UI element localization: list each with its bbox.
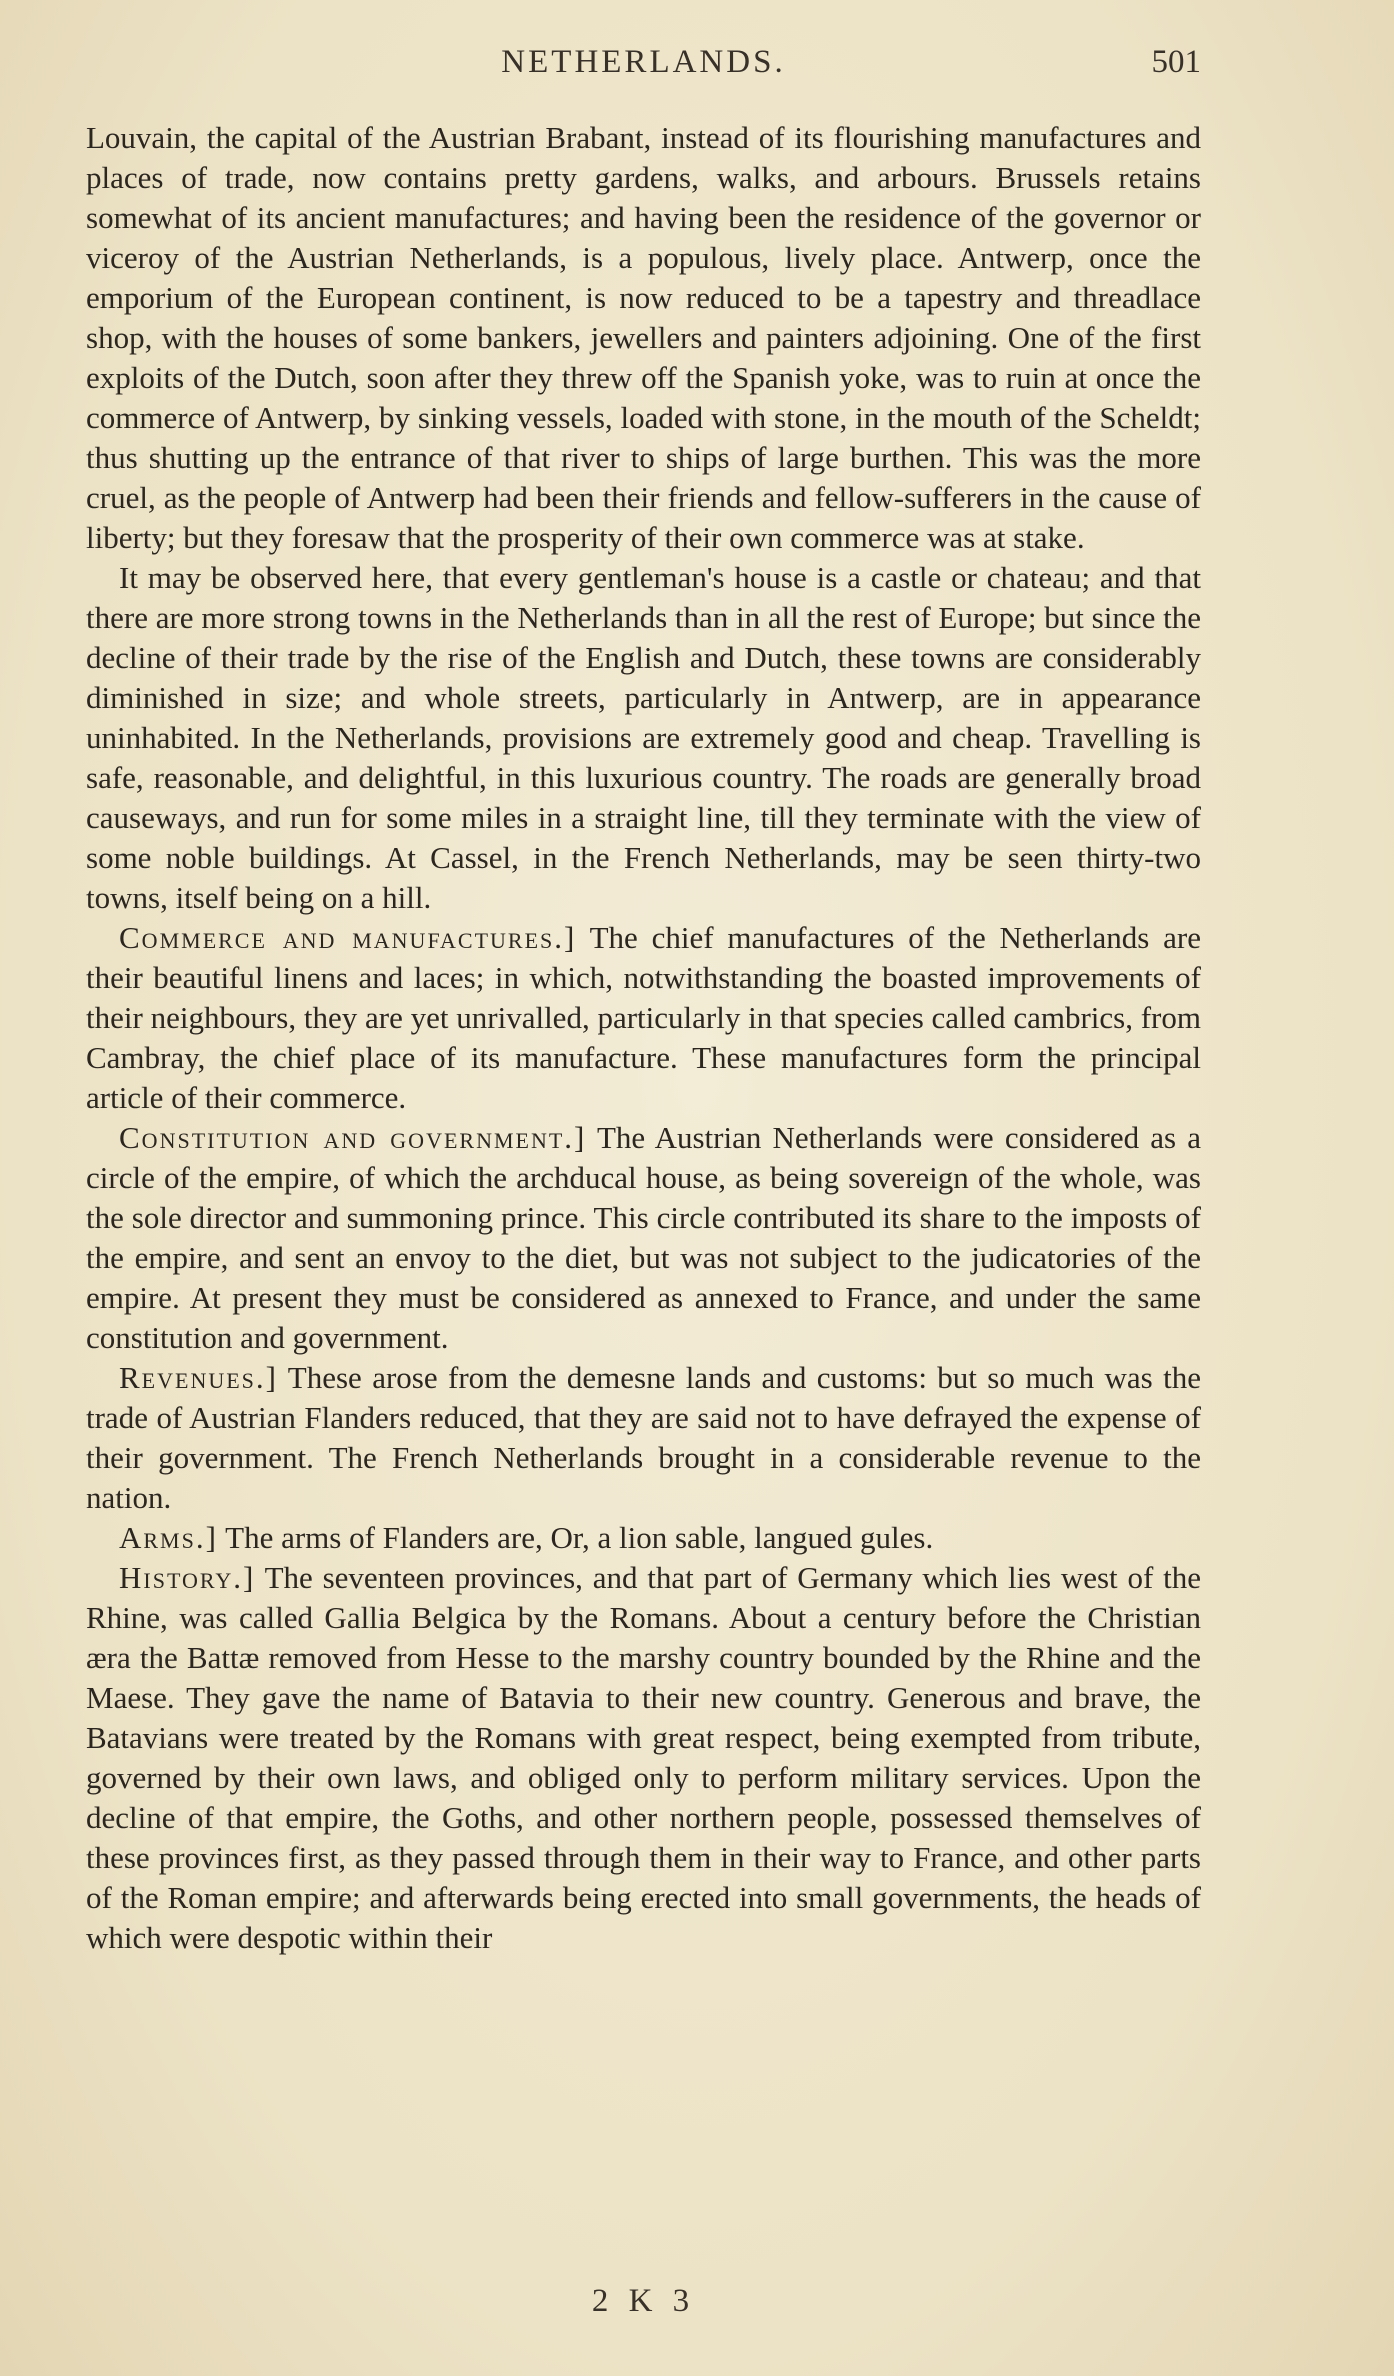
signature-mark: 2 K 3 bbox=[591, 2283, 696, 2319]
paragraph-louvain bbox=[86, 118, 1201, 558]
paragraph-text: Louvain, the capital of the Austrian Brabant, instead of its flourishing manufactures and places of trade, now contains pretty gardens, walks, and arbours. Brussels retains somewhat of its ancient manufactures; and having been the residence of the governor or viceroy of the Austrian Netherlands, is a populous, lively place. Antwerp, once the emporium of the European continent, is now reduced to be a tapestry and threadlace shop, with the houses of some bankers, jewellers and painters adjoining. One of the first exploits of the Dutch, soon after they threw off the Spanish yoke, was to ruin at once the commerce of Antwerp, by sinking vessels, loaded with stone, in the mouth of the Scheldt; thus shutting up the entrance of that river to ships of large burthen. This was the more cruel, as the people of Antwerp had been their friends and fellow-sufferers in the cause of liberty; but they foresaw that the prosperity of their own commerce was at stake. bbox=[86, 120, 1201, 555]
paragraph-commerce bbox=[86, 918, 1201, 1118]
section-heading-commerce: Commerce and manufactures.] bbox=[119, 920, 577, 955]
paragraph-constitution bbox=[86, 1118, 1201, 1358]
paragraph-text: It may be observed here, that every gentleman's house is a castle or chateau; and that there are more strong towns in the Netherlands than in all the rest of Europe; but since the decline of their trade by the rise of the English and Dutch, these towns are considerably diminished in size; and whole streets, particularly in Antwerp, are in appearance uninhabited. In the Netherlands, provisions are extremely good and cheap. Travelling is safe, reasonable, and delightful, in this luxurious country. The roads are generally broad causeways, and run for some miles in a straight line, till they terminate with the view of some noble buildings. At Cassel, in the French Netherlands, may be seen thirty-two towns, itself being on a hill. bbox=[86, 560, 1201, 915]
page-header bbox=[86, 44, 1201, 94]
section-heading-constitution: Constitution and government.] bbox=[119, 1120, 587, 1155]
paragraph-text: The seventeen provinces, and that part of Germany which lies west of the Rhine, was called Gallia Belgica by the Romans. About a century before the Christian æra the Battæ removed from Hesse to the marshy country bounded by the Rhine and the Maese. They gave the name of Batavia to their new country. Generous and brave, the Batavians were treated by the Romans with great respect, being exempted from tribute, governed by their own laws, and obliged only to perform military services. Upon the decline of that empire, the Goths, and other northern people, possessed themselves of these provinces first, as they passed through them in their way to France, and other parts of the Roman empire; and afterwards being erected into small governments, the heads of which were despotic within their bbox=[86, 1560, 1201, 1955]
paragraph-arms bbox=[86, 1518, 1201, 1558]
paragraph-revenues bbox=[86, 1358, 1201, 1518]
paragraph-text: The arms of Flanders are, Or, a lion sable, langued gules. bbox=[217, 1520, 934, 1555]
paragraph-history bbox=[86, 1558, 1201, 1958]
paragraph-text: The Austrian Netherlands were considered as a circle of the empire, of which the archducal house, as being sovereign of the whole, was the sole director and summoning prince. This circle contributed its share to the imposts of the empire, and sent an envoy to the diet, but was not subject to the judicatories of the empire. At present they must be considered as annexed to France, and under the same constitution and government. bbox=[86, 1120, 1201, 1355]
section-heading-revenues: Revenues.] bbox=[119, 1360, 278, 1395]
paragraph-text: The chief manufactures of the Netherlands are their beautiful linens and laces; in which, notwithstanding the boasted improvements of their neighbours, they are yet unrivalled, particularly in that species called cambrics, from Cambray, the chief place of its manufacture. These manufactures form the principal article of their commerce. bbox=[86, 920, 1201, 1115]
body-text bbox=[86, 118, 1201, 1958]
section-heading-history: History.] bbox=[119, 1560, 256, 1595]
section-heading-arms: Arms.] bbox=[119, 1520, 218, 1555]
paragraph-text: These arose from the demesne lands and customs: but so much was the trade of Austrian Flanders reduced, that they are said not to have defrayed the expense of their government. The French Netherlands brought in a considerable revenue to the nation. bbox=[86, 1360, 1201, 1515]
paragraph-chateau bbox=[86, 558, 1201, 918]
page-number: 501 bbox=[1151, 44, 1201, 80]
running-head: NETHERLANDS. bbox=[501, 44, 786, 80]
